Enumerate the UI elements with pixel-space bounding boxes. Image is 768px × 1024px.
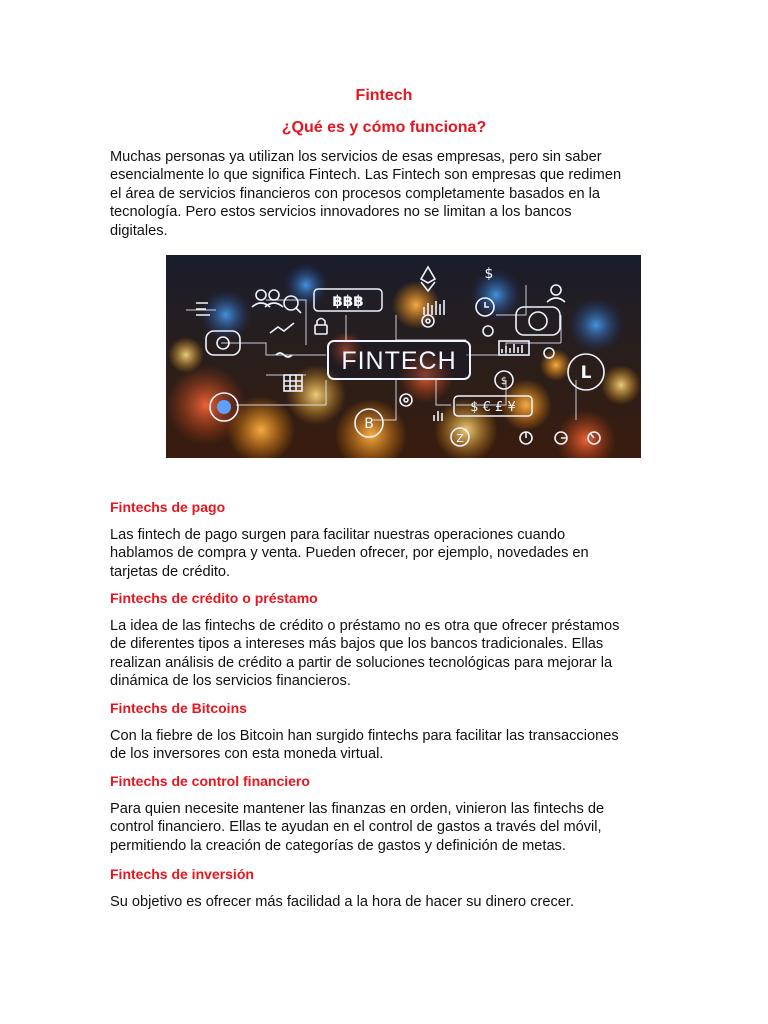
text-line: Muchas personas ya utilizan los servicios de esas empresas, pero sin saber [110,149,602,165]
text-line: dinámica de los servicios financieros. [110,673,351,690]
text-line: Su objetivo es ofrecer más facilidad a la hora de hacer su dinero crecer. [110,894,575,910]
svg-text:Z: Z [456,432,464,445]
page-title: Fintech [355,87,413,104]
text-line: digitales. [110,222,168,239]
section-paragraph-inversion [110,893,670,911]
section-paragraph-bitcoins [110,727,670,764]
svg-text:L: L [580,363,592,383]
text-line: control financiero. Ellas te ayudan en el control de gastos a través del móvil, [110,819,602,836]
text-line: permitiendo la creación de categorías de gastos y definición de metas. [110,837,566,854]
dollar-icon [485,266,494,282]
text-line: tecnología. Pero estos servicios innovadores no se limitan a los bancos [110,204,572,221]
svg-text:$: $ [484,266,494,282]
section-heading-credito: Fintechs de crédito o préstamo [110,590,318,606]
section-heading-inversion: Fintechs de inversión [110,866,254,882]
section-paragraph-pago [110,526,670,581]
text-line: hablamos de compra y venta. Pueden ofrecer, por ejemplo, novedades en [110,545,589,562]
bitcoin-tag: ฿฿฿ [332,292,364,310]
text-line: de diferentes tipos a intereses más bajos que los bancos tradicionales. Ellas [110,636,604,653]
text-line: esencialmente lo que significa Fintech. Las Fintech son empresas que redimen [110,167,622,184]
text-line: tarjetas de crédito. [110,563,231,580]
fintech-label: FINTECH [341,347,457,375]
text-line: Con la fiebre de los Bitcoin han surgido fintechs para facilitar las transacciones [110,728,619,744]
fintech-illustration [166,255,641,458]
section-heading-pago: Fintechs de pago [110,499,226,515]
text-line: de los inversores con esta moneda virtual. [110,746,384,763]
section-heading-bitcoins: Fintechs de Bitcoins [110,700,247,716]
svg-text:$: $ [500,376,508,387]
section-paragraph-credito [110,617,670,691]
intro-paragraph [110,148,670,240]
section-heading-control: Fintechs de control financiero [110,773,310,789]
text-line: el área de servicios financieros con procesos completamente basados en la [110,185,600,202]
svg-text:B: B [364,416,374,432]
page-subtitle: ¿Qué es y cómo funciona? [281,119,487,136]
text-line: Para quien necesite mantener las finanzas en orden, vinieron las fintechs de [110,801,605,817]
text-line: La idea de las fintechs de crédito o préstamo no es otra que ofrecer préstamos [110,618,620,634]
section-paragraph-control [110,800,670,855]
text-line: Las fintech de pago surgen para facilitar nuestras operaciones cuando [110,527,566,543]
text-line: realizan análisis de crédito a partir de soluciones tecnológicas para mejorar la [110,654,613,671]
currency-tag: $ € £ ¥ [470,400,516,415]
